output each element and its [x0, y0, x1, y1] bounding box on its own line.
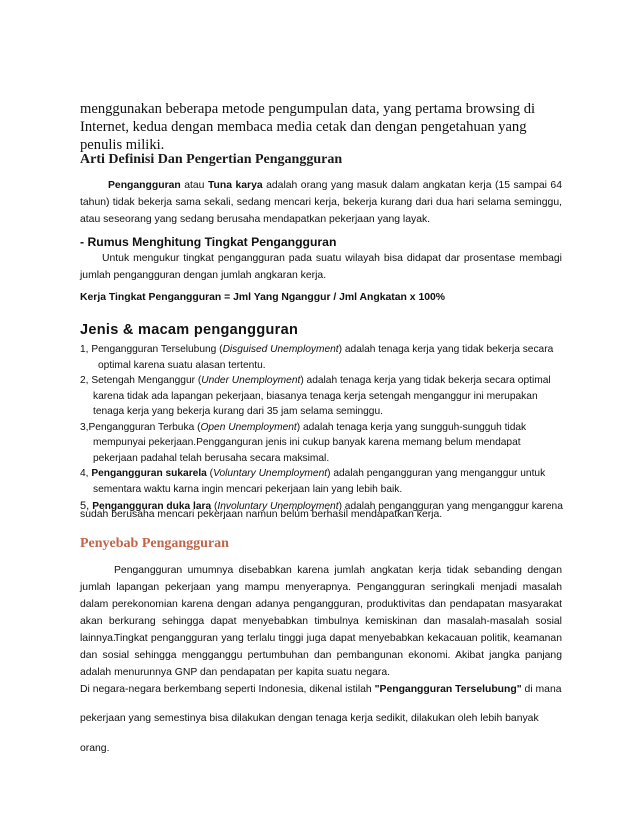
- list-item: 4, Pengangguran sukarela (Voluntary Unemployment) adalah pengangguran yang menganggur untuk: [80, 468, 546, 479]
- list-item-continuation: sudah berusaha mencari pekerjaan namun belum berhasil mendapatkan kerja.: [80, 509, 443, 520]
- section-title-causes: Penyebab Pengangguran: [80, 536, 229, 551]
- list-item: 3,Pengangguran Terbuka (Open Unemployment) adalah tenaga kerja yang sungguh-sungguh tidak: [80, 421, 527, 433]
- causes-paragraph-1: Pengangguran umumnya disebabkan karena jumlah angkatan kerja tidak sebanding dengan jumlah lapangan pekerjaan yang mampu menyerapnya. Pengangguran seringkali menjadi masalah dalam perekonomian karena dengan adanya pengangguran, produktivitas dan pendapatan masyarakat akan berkurang sehingga dapat menyebabkan timbulnya kemiskinan dan masalah-masalah sosial lainnya.: [80, 565, 562, 644]
- formula-paragraph: Untuk mengukur tingkat pengangguran pada suatu wilayah bisa didapat dar prosentase membagi jumlah pengangguran dengan jumlah angkaran kerja.: [80, 253, 562, 281]
- section-title-definition: Arti Definisi Dan Pengertian Pengangguran: [80, 152, 343, 167]
- definition-paragraph: Pengangguran atau Tuna karya adalah orang yang masuk dalam angkatan kerja (15 sampai 64 tahun) tidak bekerja sama sekali, sedang mencari kerja, bekerja kurang dari dua hari selama seminggu, atau seseorang yang sedang berusaha mendapatkan pekerjaan yang layak.: [80, 180, 562, 225]
- causes-paragraph-5: orang.: [80, 743, 110, 754]
- list-item: 5, Pengangguran duka lara (Involuntary Unemployment) adalah pengangguran yang menganggur karena: [80, 500, 563, 512]
- list-item: 2, Setengah Menganggur (Under Unemployment) adalah tenaga kerja yang tidak bekerja secara optimal: [80, 375, 551, 386]
- term-pengangguran: Pengangguran: [108, 180, 181, 191]
- term-pengangguran-terselubung: "Pengangguran Terselubung": [374, 684, 522, 695]
- term-tuna-karya: Tuna karya: [207, 180, 263, 191]
- causes-paragraph-3: Di negara-negara berkembang seperti Indonesia, dikenal istilah "Pengangguran Terselubung" di mana: [80, 684, 562, 695]
- types-list: 1, Pengangguran Terselubung (Disguised Unemployment) adalah tenaga kerja yang tidak bekerja secara optimal karena suatu alasan tertentu. 2, Setengah Menganggur (Under Unemployment) adalah tenaga kerja yang tidak bekerja secara optimal karena tidak ada lapangan pekerjaan, biasanya tenaga kerja setengah menganggur ini merupakan tenaga kerja yang bekerja kurang dari 35 jam selama seminggu. 3,Pengangguran Terbuka (Open Unemployment) adalah tenaga kerja yang sungguh-sungguh tidak mempunyai pekerjaan.Pengganguran jenis ini cukup banyak karena memang belum mendapat pekerjaan padahal telah berusaha secara maksimal. 4, Pengangguran sukarela (Voluntary Unemployment) adalah pengangguran yang menganggur untuk sementara waktu karna ingin mencari pekerjaan lain yang lebih baik. 5, Pengangguran duka lara (Involuntary Unemployment) adalah pengangguran yang menganggur karena: [80, 342, 564, 515]
- section-title-types: Jenis & macam pengangguran: [80, 322, 299, 338]
- causes-paragraph-4: pekerjaan yang semestinya bisa dilakukan dengan tenaga kerja sedikit, dilakukan oleh lebih banyak: [80, 713, 539, 724]
- causes-paragraph-2: Tingkat pengangguran yang terlalu tinggi juga dapat menyebabkan kekacauan politik, keamanan dan sosial sehingga mengganggu pertumbuhan dan pembangunan ekonomi. Akibat jangka panjang adalah menurunnya GNP dan pendapatan per kapita suatu negara.: [80, 633, 562, 678]
- section-title-formula: - Rumus Menghitung Tingkat Pengangguran: [80, 235, 337, 249]
- formula-line: Kerja Tingkat Pengangguran = Jml Yang Nganggur / Jml Angkatan x 100%: [80, 292, 446, 303]
- list-item: 1, Pengangguran Terselubung (Disguised Unemployment) adalah tenaga kerja yang tidak bekerja secara: [80, 344, 554, 355]
- intro-paragraph: menggunakan beberapa metode pengumpulan data, yang pertama browsing di Internet, kedua dengan membaca media cetak dan dengan pengetahuan yang penulis miliki.: [80, 101, 536, 153]
